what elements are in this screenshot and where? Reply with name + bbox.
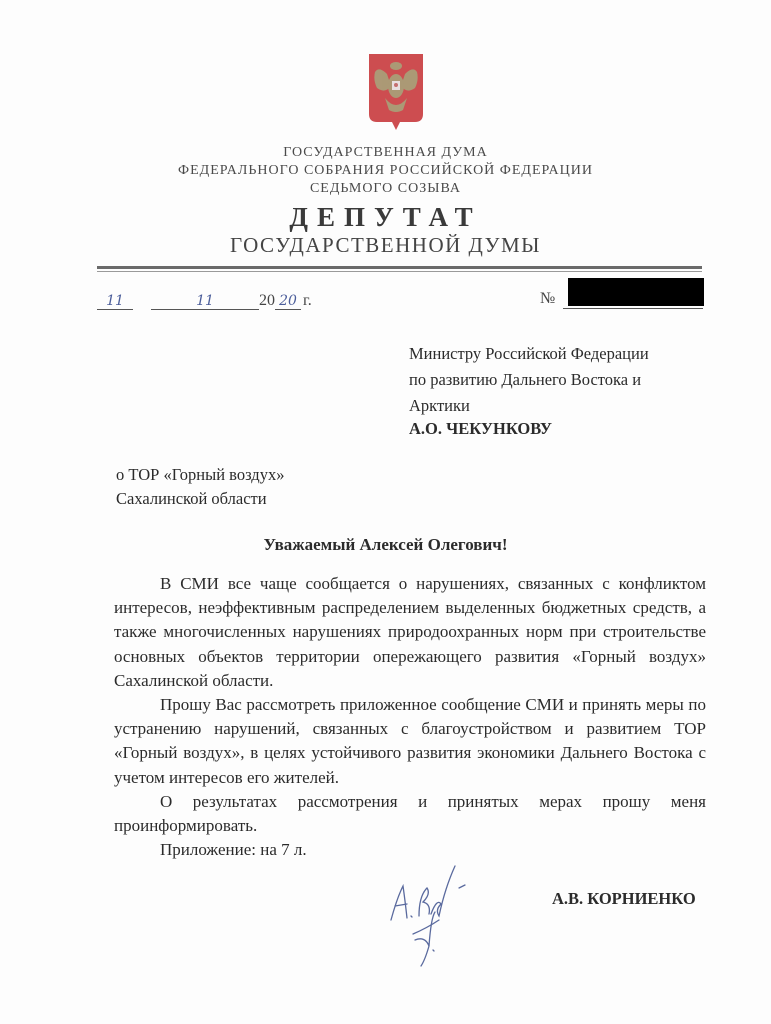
subject-line-2: Сахалинской области — [116, 489, 267, 508]
handwritten-signature — [385, 858, 475, 968]
document-number-underline — [563, 308, 703, 309]
date-suffix: г. — [303, 292, 312, 309]
addressee-line-3: Арктики — [409, 396, 470, 415]
header-subtitle: ГОСУДАРСТВЕННОЙ ДУМЫ — [230, 233, 541, 257]
header-divider-thick — [97, 266, 702, 269]
attachment-note: Приложение: на 7 л. — [160, 840, 307, 860]
addressee-line-1: Министру Российской Федерации — [409, 344, 649, 363]
date-year-prefix: 20 — [259, 292, 275, 309]
salutation: Уважаемый Алексей Олегович! — [263, 535, 508, 554]
signatory-name: А.В. КОРНИЕНКО — [552, 889, 696, 908]
body-paragraph-3: О результатах рассмотрения и принятых мерах прошу меня проинформировать. — [114, 791, 706, 836]
date-year-suffix: 20 — [275, 293, 301, 310]
header-line-convocation: СЕДЬМОГО СОЗЫВА — [309, 181, 462, 196]
header-divider-thin — [97, 271, 702, 272]
letter-body — [114, 572, 706, 862]
date-month: 11 — [151, 293, 259, 310]
redacted-document-number — [568, 278, 704, 306]
addressee-name: А.О. ЧЕКУНКОВУ — [409, 419, 552, 438]
body-paragraph-1: В СМИ все чаще сообщается о нарушениях, связанных с конфликтом интересов, неэффективным распределением выделенных бюджетных средств, а также многочисленных нарушениях природоохранных норм при строительстве основных объектов территории опережающего развития «Горный воздух» Сахалинской области. — [114, 574, 706, 690]
addressee-line-2: по развитию Дальнего Востока и — [409, 370, 642, 389]
date-line — [97, 292, 312, 310]
subject-line-1: о ТОР «Горный воздух» — [116, 465, 285, 484]
body-paragraph-2: Прошу Вас рассмотреть приложенное сообщение СМИ и принять меры по устранению нарушений, связанных с благоустройством и развитием ТОР «Горный воздух», в целях устойчивого развития экономики Дальнего Востока с учетом интересов его жителей. — [114, 695, 706, 787]
header-title-deputy: ДЕПУТАТ — [289, 202, 482, 232]
date-day: 11 — [97, 293, 133, 310]
document-number-label: № — [540, 290, 556, 307]
header-line-federal-assembly: ФЕДЕРАЛЬНОГО СОБРАНИЯ РОССИЙСКОЙ ФЕДЕРАЦИИ — [178, 163, 593, 178]
coat-of-arms-emblem — [367, 52, 425, 132]
header-line-state-duma: ГОСУДАРСТВЕННАЯ ДУМА — [283, 145, 488, 160]
